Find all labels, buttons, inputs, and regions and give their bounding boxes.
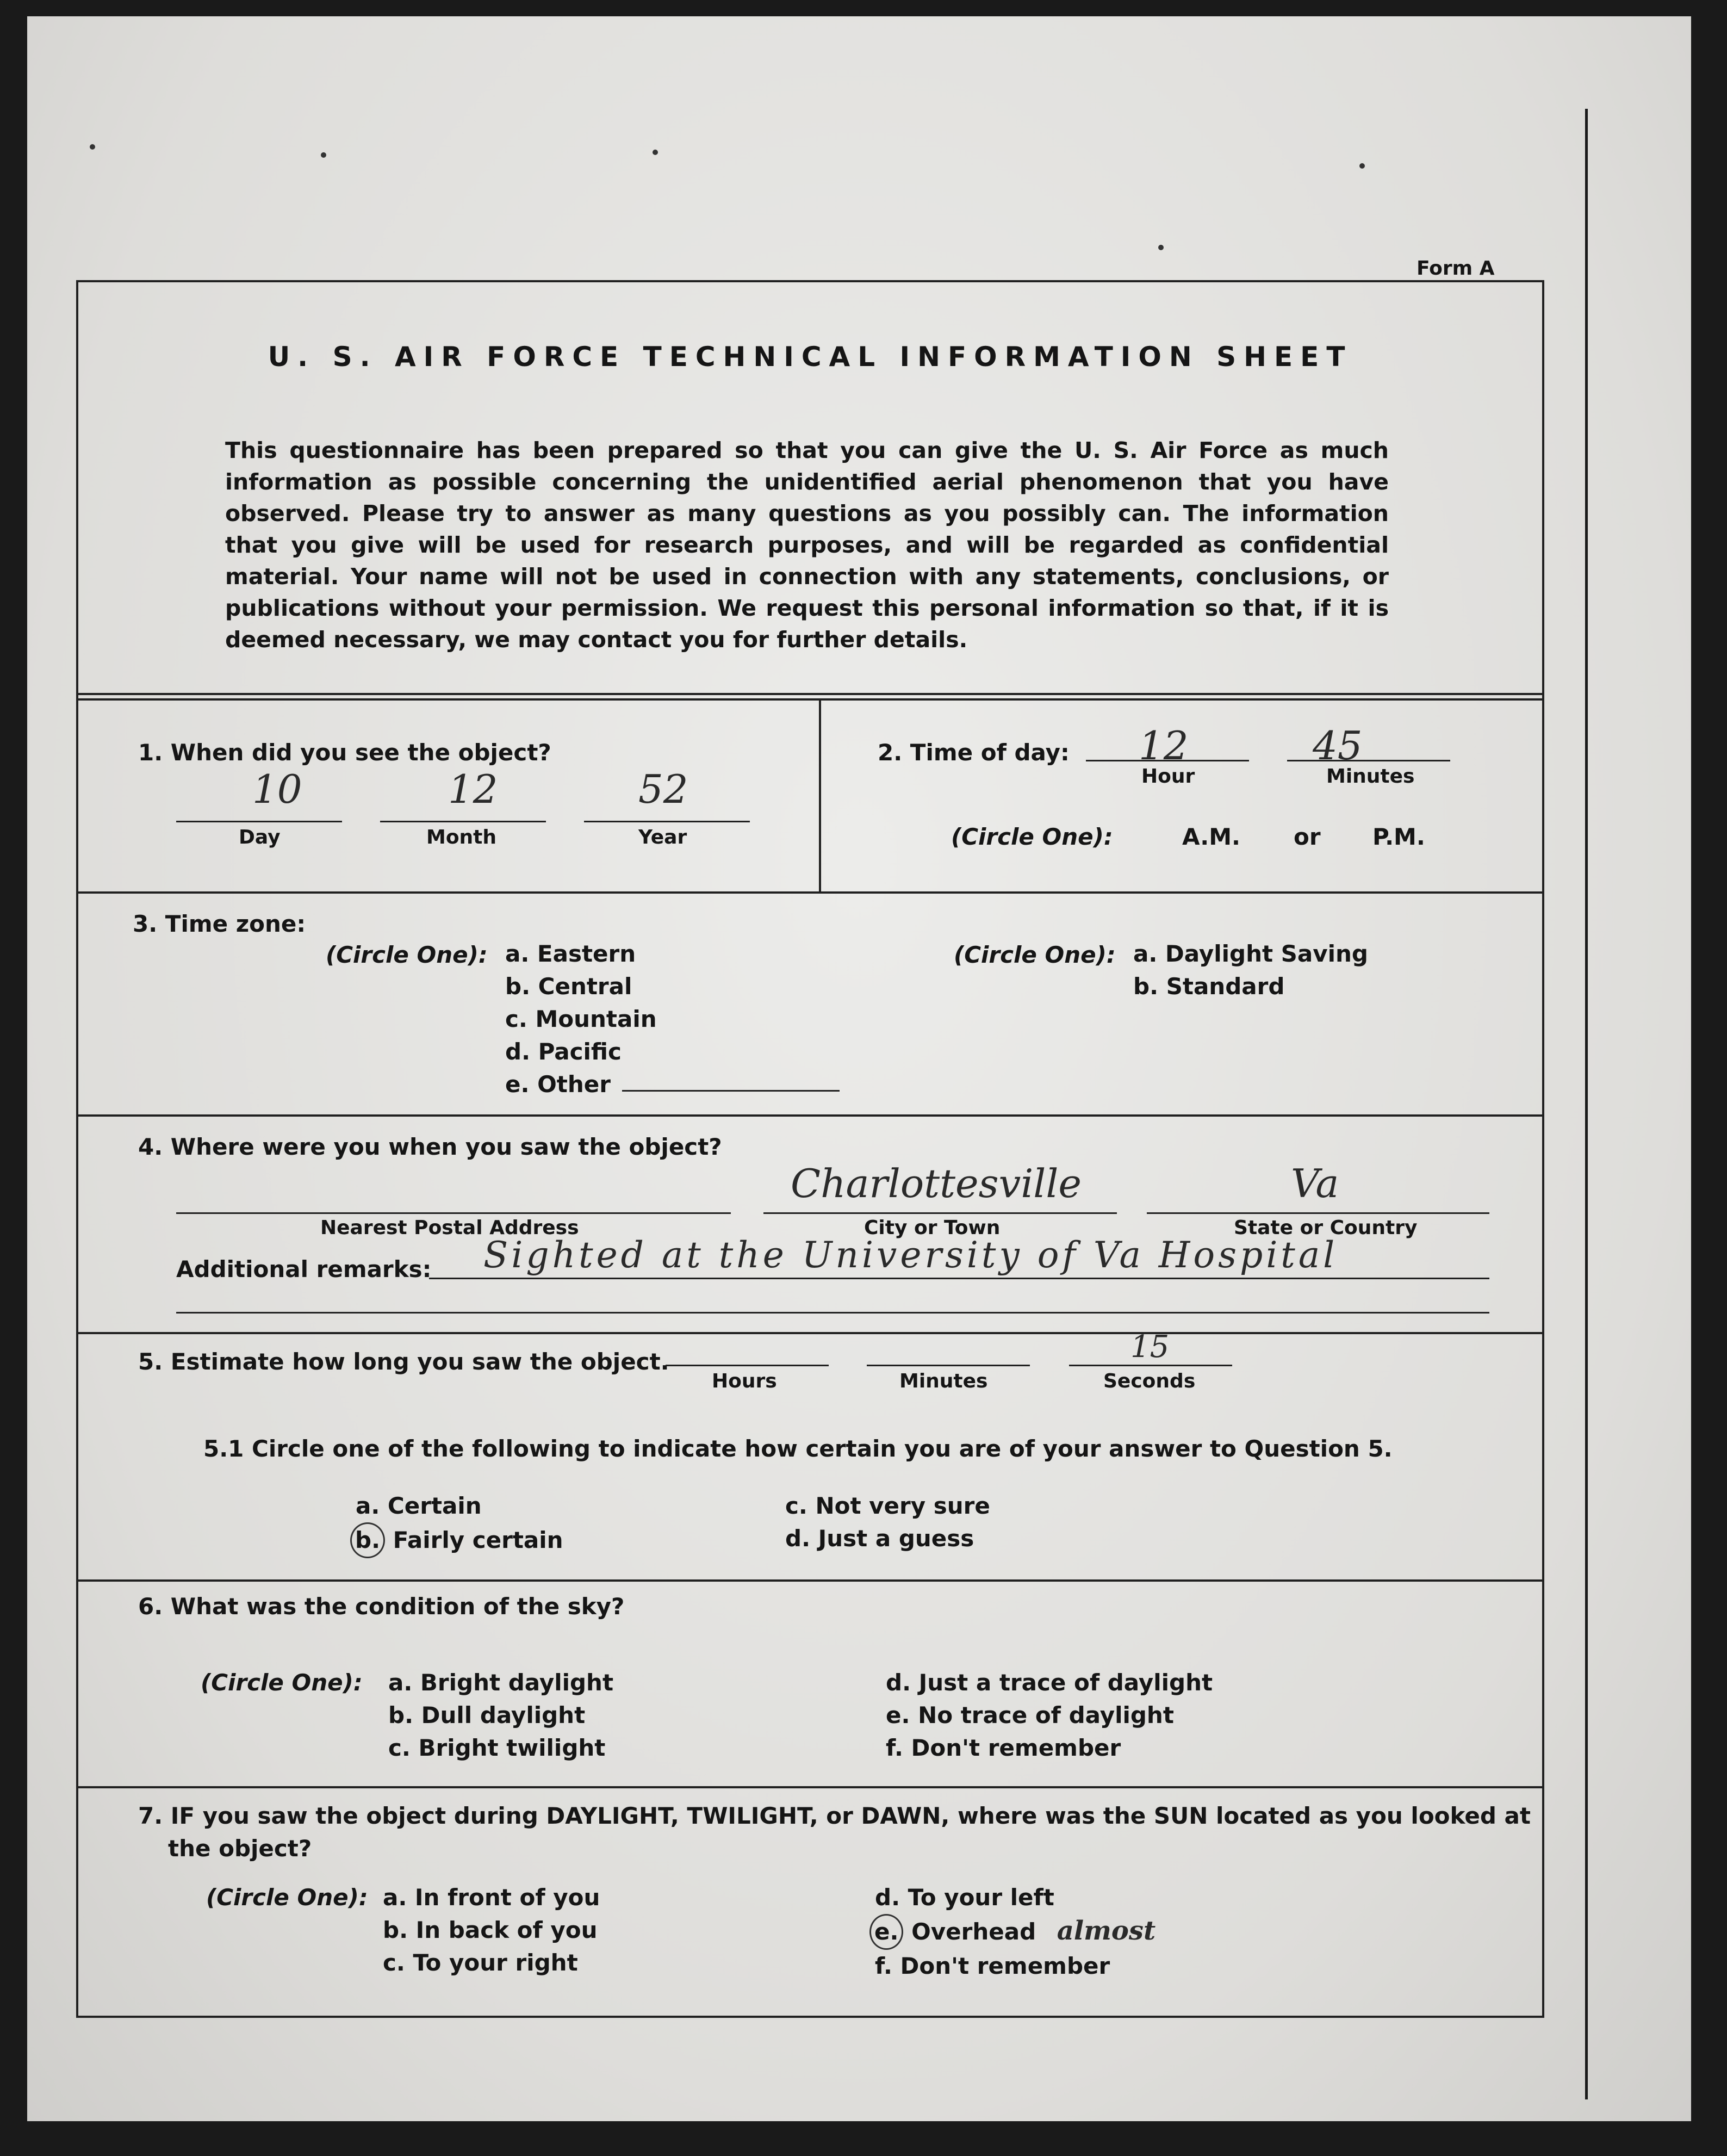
q2-hour-value: 12 [1139,723,1189,769]
q5-fairly-certain-circled: b. [350,1522,385,1558]
q3-other-line [622,1090,840,1092]
speck [90,144,95,150]
q7-overhead[interactable] [875,1914,1156,1950]
q4-city-line [763,1212,1117,1214]
q3-circle-one: (Circle One): [326,941,488,968]
q2-question: 2. Time of day: [878,739,1070,766]
q5-seconds-label: Seconds [1103,1370,1196,1392]
divider [78,891,1542,894]
intro-paragraph: This questionnaire has been prepared so that you can give the U. S. Air Force as much information as possible concerning the unidentified aerial phenomenon that you have observed. Please try to answer as many questions as you possibly can. The information that you give will be used for research purposes, and will be regarded as confidential material. Your name will not be used in connection with any statements, conclusions, or publications without your permission. We request this personal information so that, if it is deemed necessary, we may contact you for further details. [225,437,1389,653]
q4-state-line [1147,1212,1489,1214]
q3-question: 3. Time zone: [133,910,306,937]
q6-bright-daylight[interactable]: a. Bright daylight [388,1669,614,1696]
q4-postal-line [176,1212,731,1214]
q5-seconds-value: 15 [1130,1329,1170,1365]
q6-no-trace-daylight[interactable]: e. No trace of daylight [886,1702,1174,1728]
divider [78,1114,1542,1117]
q7-question-line1: 7. IF you saw the object during DAYLIGHT, TWILIGHT, or DAWN, where was the SUN located as you looked at [138,1802,1531,1829]
q6-options-left [388,1666,613,1764]
divider [78,1332,1542,1334]
q3-daylight-saving[interactable]: a. Daylight Saving [1133,940,1368,967]
q4-state-label: State or Country [1234,1217,1418,1239]
q4-city-value: Charlottesville [791,1161,1082,1206]
q1-month-label: Month [426,826,497,848]
speck [653,150,658,155]
q2-am: A.M. [1182,823,1240,850]
q2-minutes-value: 45 [1313,723,1363,769]
q4-city-label: City or Town [864,1217,1001,1239]
column-divider [819,698,821,891]
q5-minutes-line [867,1365,1030,1366]
q6-question: 6. What was the condition of the sky? [138,1593,625,1620]
q2-hour-line [1086,760,1249,761]
q7-overhead-text: Overhead [911,1918,1036,1945]
q4-state-value: Va [1291,1161,1339,1206]
divider [78,1579,1542,1582]
q5-fairly-certain-text: Fairly certain [393,1527,563,1553]
q1-day-line [176,821,342,822]
q3-standard[interactable]: b. Standard [1133,973,1285,1000]
form-frame [76,280,1544,2018]
q7-in-front[interactable]: a. In front of you [383,1884,600,1911]
q7-in-back[interactable]: b. In back of you [383,1917,598,1943]
q3-zone-eastern[interactable]: a. Eastern [505,940,636,967]
q6-bright-twilight[interactable]: c. Bright twilight [388,1734,606,1761]
q7-to-left[interactable]: d. To your left [875,1884,1054,1911]
q1-question: 1. When did you see the object? [138,739,551,766]
q5-hours-line [666,1365,829,1366]
q6-options-right [886,1666,1213,1764]
q7-options-left [383,1881,600,1979]
q7-overhead-circled: e. [869,1914,903,1950]
q2-circle-one: (Circle One): [951,823,1113,850]
q3-zone-pacific[interactable]: d. Pacific [505,1038,622,1065]
q2-or: or [1294,823,1321,850]
q5-not-very-sure[interactable]: c. Not very sure [785,1492,990,1519]
q7-question-line2: the object? [168,1835,312,1862]
q1-year-label: Year [638,826,687,848]
q1-day-label: Day [239,826,281,848]
q5-question: 5. Estimate how long you saw the object. [138,1348,669,1375]
q2-minutes-label: Minutes [1326,765,1415,788]
q4-postal-label: Nearest Postal Address [320,1217,579,1239]
q4-remarks-value: Sighted at the University of Va Hospital [483,1234,1338,1276]
q1-month-line [380,821,546,822]
q7-circle-one: (Circle One): [206,1884,368,1911]
q5-minutes-label: Minutes [899,1370,988,1392]
q5-certain[interactable]: a. Certain [356,1492,482,1519]
divider [78,698,1542,701]
q5-fairly-certain[interactable] [356,1522,563,1558]
q5-hours-label: Hours [712,1370,777,1392]
q1-year-line [584,821,750,822]
q1-month-value: 12 [448,766,498,812]
q7-to-right[interactable]: c. To your right [383,1949,578,1976]
q6-trace-daylight[interactable]: d. Just a trace of daylight [886,1669,1213,1696]
q6-circle-one: (Circle One): [201,1669,363,1696]
q2-minutes-line [1287,760,1450,761]
q7-dont-remember[interactable]: f. Don't remember [875,1953,1110,1979]
q6-dont-remember[interactable]: f. Don't remember [886,1734,1121,1761]
q4-question: 4. Where were you when you saw the object? [138,1133,722,1160]
q4-remarks-line [429,1278,1489,1279]
q6-dull-daylight[interactable]: b. Dull daylight [388,1702,586,1728]
q3-zone-mountain[interactable]: c. Mountain [505,1006,657,1032]
form-title: U. S. AIR FORCE TECHNICAL INFORMATION SHEET [268,341,1353,373]
divider [78,693,1542,695]
speck [1158,245,1164,250]
q3-zone-other[interactable]: e. Other [505,1071,611,1098]
q3-circle-one-2: (Circle One): [954,941,1116,968]
q4-remarks-label: Additional remarks: [176,1256,432,1283]
q4-remarks-line-2 [176,1312,1489,1314]
q5-seconds-line [1069,1365,1232,1366]
q2-hour-label: Hour [1141,765,1195,788]
q7-options-right [875,1881,1156,1982]
page-edge-line [1585,109,1588,2099]
q1-day-value: 10 [252,766,302,812]
q3-zone-list [505,938,657,1101]
q3-zone-central[interactable]: b. Central [505,973,632,1000]
speck [1359,163,1365,169]
q5-sub-question: 5.1 Circle one of the following to indicate how certain you are of your answer to Question 5. [203,1435,1393,1462]
q1-year-value: 52 [638,766,688,812]
q7-overhead-note: almost [1057,1916,1156,1946]
form-label: Form A [1417,257,1495,280]
q2-pm: P.M. [1372,823,1425,850]
divider [78,1786,1542,1788]
speck [321,152,326,158]
q5-just-a-guess[interactable]: d. Just a guess [785,1525,974,1552]
q3-saving-list [1133,938,1368,1003]
